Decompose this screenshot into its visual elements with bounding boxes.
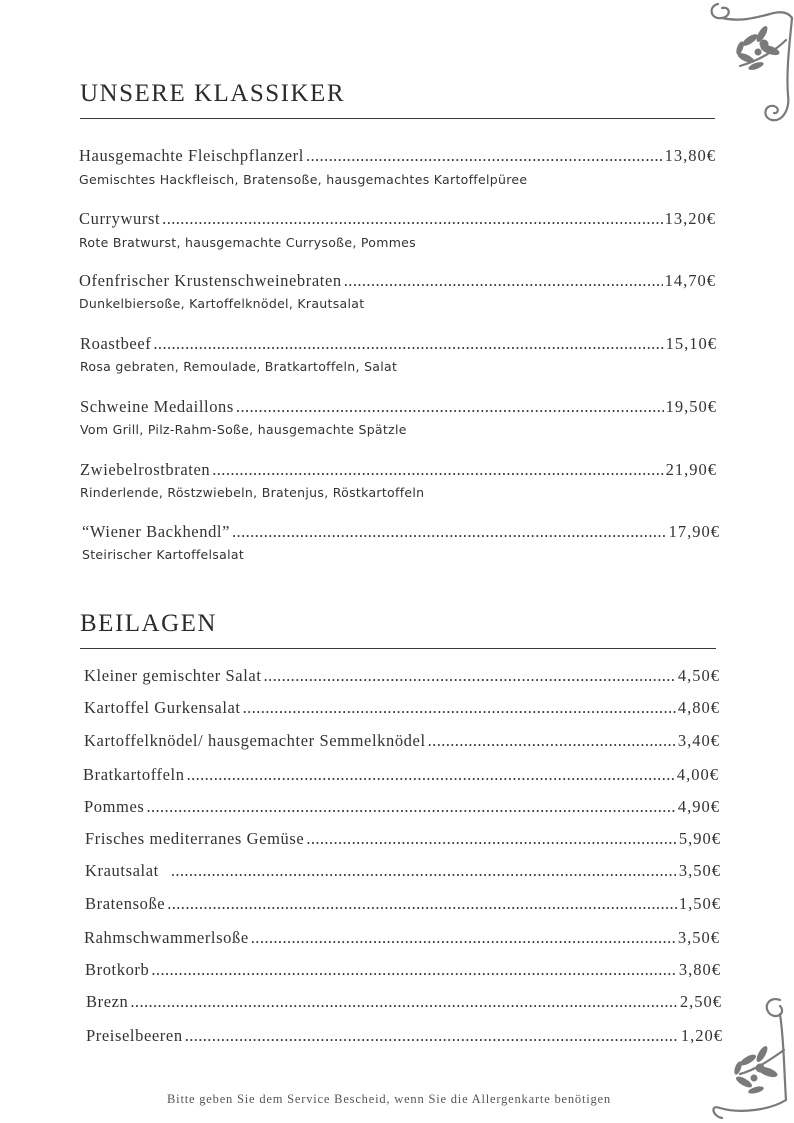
menu-item	[79, 209, 716, 229]
menu-item-name: Roastbeef	[80, 334, 152, 353]
menu-item-price: 14,70€	[664, 271, 716, 290]
dot-leader	[306, 829, 677, 849]
menu-item-price: 13,20€	[664, 209, 716, 228]
side-item-price: 4,50€	[677, 666, 720, 685]
dot-leader	[187, 765, 675, 785]
section-divider	[80, 118, 715, 119]
side-item-price: 4,00€	[676, 765, 719, 784]
section-title-klassiker: UNSERE KLASSIKER	[80, 80, 345, 107]
side-item	[84, 731, 720, 751]
dot-leader	[428, 731, 676, 751]
side-item-name: Kartoffel Gurkensalat	[84, 698, 241, 717]
menu-item-price: 13,80€	[664, 146, 716, 165]
menu-item-name: “Wiener Backhendl”	[82, 522, 231, 541]
side-item-price: 3,50€	[677, 928, 720, 947]
side-item-price: 1,50€	[678, 894, 721, 913]
menu-item-description: Rosa gebraten, Remoulade, Bratkartoffeln, Salat	[80, 359, 398, 374]
side-item-name: Bratkartoffeln	[83, 765, 185, 784]
side-item	[86, 1026, 723, 1046]
dot-leader	[212, 460, 663, 480]
side-item-price: 3,80€	[678, 960, 721, 979]
menu-item-price: 19,50€	[665, 397, 717, 416]
side-item-name: Bratensoße	[85, 894, 166, 913]
olive-branch-flourish-icon	[700, 0, 794, 135]
side-item-name: Kartoffelknödel/ hausgemachter Semmelknödel	[84, 731, 426, 750]
menu-item-description: Rinderlende, Röstzwiebeln, Bratenjus, Röstkartoffeln	[80, 485, 425, 500]
menu-item	[79, 271, 716, 291]
menu-item-description: Steirischer Kartoffelsalat	[82, 547, 245, 562]
dot-leader	[130, 992, 677, 1012]
menu-item-name: Schweine Medaillons	[80, 397, 234, 416]
side-item-price: 3,40€	[677, 731, 720, 750]
side-item	[85, 829, 721, 849]
dot-leader	[162, 209, 662, 229]
menu-item	[80, 460, 717, 480]
menu-item	[79, 146, 716, 166]
side-item-name: Pommes	[84, 797, 145, 816]
side-item-name: Kleiner gemischter Salat	[84, 666, 262, 685]
dot-leader	[185, 1026, 679, 1046]
side-item	[85, 894, 721, 914]
menu-item-name: Hausgemachte Fleischpflanzerl	[79, 146, 304, 165]
side-item-price: 1,20€	[680, 1026, 723, 1045]
side-item-price: 3,50€	[678, 861, 721, 880]
menu-item-description: Vom Grill, Pilz-Rahm-Soße, hausgemachte Spätzle	[80, 422, 407, 437]
menu-item-description: Dunkelbiersoße, Kartoffelknödel, Krautsalat	[79, 296, 365, 311]
side-item-price: 4,80€	[677, 698, 720, 717]
menu-item-description: Rote Bratwurst, hausgemachte Currysoße, Pommes	[79, 235, 416, 250]
dot-leader	[344, 271, 663, 291]
menu-item	[82, 522, 720, 542]
menu-item-name: Currywurst	[79, 209, 161, 228]
dot-leader	[236, 397, 664, 417]
dot-leader	[264, 666, 676, 686]
side-item-price: 4,90€	[677, 797, 720, 816]
side-item	[84, 666, 720, 686]
dot-leader	[251, 928, 676, 948]
dot-leader	[153, 334, 663, 354]
side-item-name: Krautsalat	[85, 861, 159, 880]
side-item-price: 5,90€	[678, 829, 721, 848]
menu-item-price: 21,90€	[665, 460, 717, 479]
side-item-name: Brezn	[86, 992, 129, 1011]
side-item-price: 2,50€	[679, 992, 722, 1011]
side-item	[84, 698, 720, 718]
section-title-beilagen: BEILAGEN	[80, 610, 217, 637]
dot-leader	[146, 797, 675, 817]
allergen-notice: Bitte geben Sie dem Service Bescheid, wenn Sie die Allergenkarte benötigen	[167, 1092, 611, 1106]
side-item	[83, 765, 719, 785]
menu-item-price: 17,90€	[668, 522, 720, 541]
section-divider	[80, 648, 716, 649]
side-item-name: Brotkorb	[85, 960, 150, 979]
side-item	[85, 861, 721, 881]
dot-leader	[243, 698, 676, 718]
side-item-name: Rahmschwammerlsoße	[84, 928, 249, 947]
dot-leader	[306, 146, 663, 166]
side-item-name: Frisches mediterranes Gemüse	[85, 829, 305, 848]
dot-leader	[151, 960, 676, 980]
menu-item-price: 15,10€	[665, 334, 717, 353]
side-item-name: Preiselbeeren	[86, 1026, 183, 1045]
side-item	[84, 928, 720, 948]
menu-item-name: Zwiebelrostbraten	[80, 460, 211, 479]
menu-item-name: Ofenfrischer Krustenschweinebraten	[79, 271, 342, 290]
menu-item	[80, 397, 717, 417]
side-item	[84, 797, 720, 817]
menu-item-description: Gemischtes Hackfleisch, Bratensoße, hausgemachtes Kartoffelpüree	[79, 172, 528, 187]
menu-item	[80, 334, 717, 354]
dot-leader	[171, 861, 677, 881]
side-item	[86, 992, 722, 1012]
side-item	[85, 960, 721, 980]
dot-leader	[232, 522, 667, 542]
dot-leader	[167, 894, 677, 914]
